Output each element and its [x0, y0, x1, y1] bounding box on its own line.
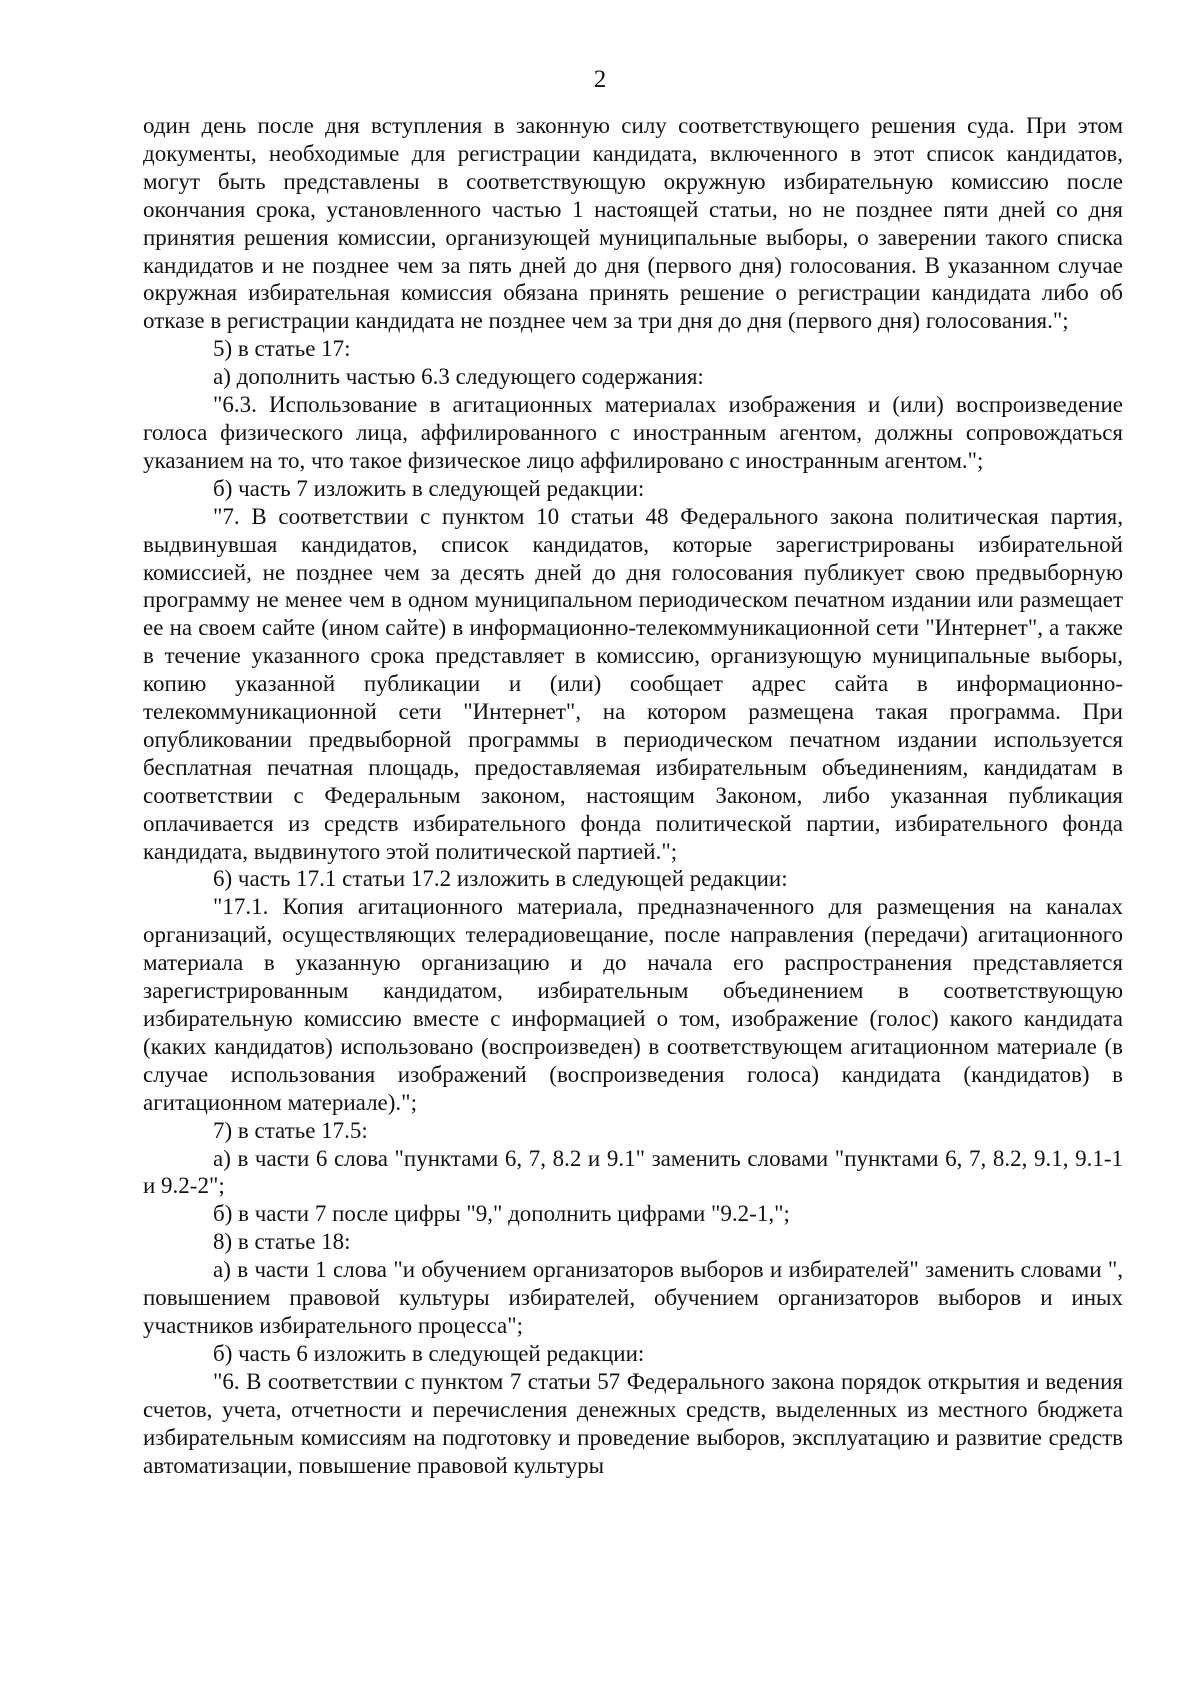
- paragraph-item-6: 6) часть 17.1 статьи 17.2 изложить в следующей редакции:: [213, 866, 788, 892]
- page-number: 2: [593, 66, 607, 93]
- document-body: [143, 112, 1123, 1479]
- paragraph-subitem-a-17-5: а) в части 6 слова "пунктами 6, 7, 8.2 и 9.1" заменить словами "пунктами 6, 7, 8.2, 9.1, 9.1-1 и 9.2-2";: [143, 1145, 1123, 1199]
- paragraph-continuation: один день после дня вступления в законную силу соответствующего решения суда. При этом документы, необходимые для регистрации кандидата, включенного в этот список кандидатов, могут быть представлены в соответствующую окружную избирательную комиссию после окончания срока, установленного частью 1 настоящей статьи, но не позднее пяти дней со дня принятия решения комиссии, организующей муниципальные выборы, о заверении такого списка кандидатов и не позднее чем за пять дней до дня (первого дня) голосования. В указанном случае окружная избирательная комиссия обязана принять решение о регистрации кандидата либо об отказе в регистрации кандидата не позднее чем за три дня до дня (первого дня) голосования.";: [143, 113, 1123, 334]
- paragraph-quote-17-1: "17.1. Копия агитационного материала, предназначенного для размещения на каналах организаций, осуществляющих телерадиовещание, после направления (передачи) агитационного материала в указанную организацию и до начала его распространения представляется зарегистрированным кандидатом, избирательным объединением в соответствующую избирательную комиссию вместе с информацией о том, изображение (голос) какого кандидата (каких кандидатов) использовано (воспроизведен) в соответствующем агитационном материале (в случае использования изображений (воспроизведения голоса) кандидата (кандидатов) в агитационном материале).";: [143, 894, 1123, 1115]
- paragraph-item-7: 7) в статье 17.5:: [213, 1117, 368, 1143]
- paragraph-quote-6-3: "6.3. Использование в агитационных материалах изображения и (или) воспроизведение голоса физического лица, аффилированного с иностранным агентом, должны сопровождаться указанием на то, что такое физическое лицо аффилировано с иностранным агентом.";: [143, 392, 1123, 473]
- paragraph-quote-6: "6. В соответствии с пунктом 7 статьи 57 Федерального закона порядок открытия и ведения счетов, учета, отчетности и перечисления денежных средств, выделенных из местного бюджета избирательным комиссиям на подготовку и проведение выборов, эксплуатацию и развитие средств автоматизации, повышение правовой культуры: [143, 1368, 1123, 1478]
- paragraph-subitem-b-17-5: б) в части 7 после цифры "9," дополнить цифрами "9.2-1,";: [213, 1201, 790, 1227]
- paragraph-quote-7: "7. В соответствии с пунктом 10 статьи 48 Федерального закона политическая партия, выдвинувшая кандидатов, список кандидатов, которые зарегистрированы избирательной комиссией, не позднее чем за десять дней до дня голосования публикует свою предвыборную программу не менее чем в одном муниципальном периодическом печатном издании или размещает ее на своем сайте (ином сайте) в информационно-телекоммуникационной сети "Интернет", а также в течение указанного срока представляет в комиссию, организующую муниципальные выборы, копию указанной публикации и (или) сообщает адрес сайта в информационно-телекоммуникационной сети "Интернет", на котором размещена такая программа. При опубликовании предвыборной программы в периодическом печатном издании используется бесплатная печатная площадь, предоставляемая избирательным объединениям, кандидатам в соответствии с Федеральным законом, настоящим Законом, либо указанная публикация оплачивается из средств избирательного фонда политической партии, избирательного фонда кандидата, выдвинутого этой политической партией.";: [143, 503, 1123, 864]
- paragraph-subitem-a: а) дополнить частью 6.3 следующего содержания:: [213, 364, 704, 390]
- paragraph-subitem-b-18: б) часть 6 изложить в следующей редакции:: [213, 1340, 645, 1366]
- paragraph-subitem-a-18: а) в части 1 слова "и обучением организаторов выборов и избирателей" заменить словами ", повышением правовой культуры избирателей, обучением организаторов выборов и иных участников избирательного процесса";: [143, 1257, 1123, 1338]
- paragraph-subitem-b: б) часть 7 изложить в следующей редакции:: [213, 475, 645, 501]
- paragraph-item-5: 5) в статье 17:: [213, 336, 351, 362]
- paragraph-item-8: 8) в статье 18:: [213, 1229, 351, 1255]
